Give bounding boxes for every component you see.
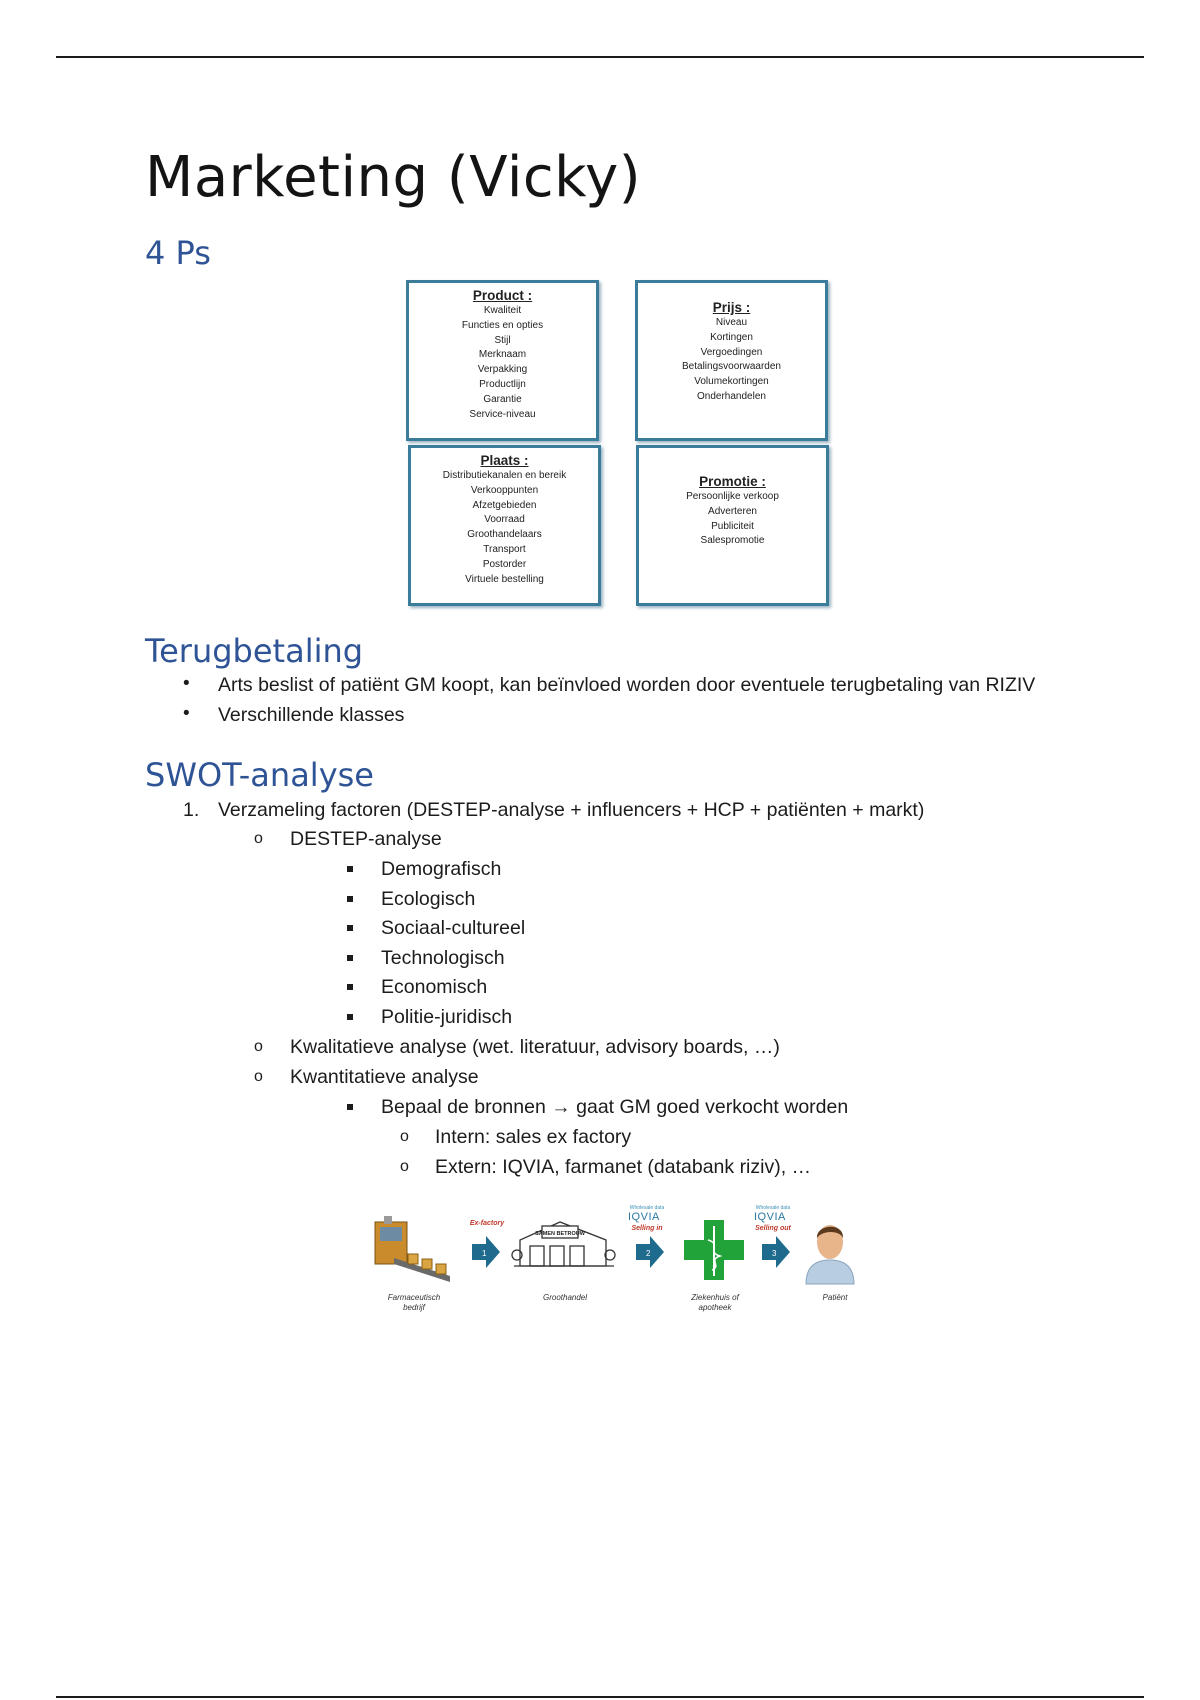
box-item: Salespromotie [700,535,765,547]
square-marker [347,984,353,990]
page-title: Marketing (Vicky) [145,145,642,210]
list-item: Ecologisch [381,888,476,910]
box-plaats-title: Plaats : [480,453,529,468]
flow-arrow-1 [472,1236,500,1268]
box-promotie-title: Promotie : [699,474,766,489]
box-product-title: Product : [472,288,533,303]
box-item: Betalingsvoorwaarden [682,361,781,373]
warehouse-sign: SAMEN BETROUW [535,1231,585,1237]
square-marker [347,1104,353,1110]
box-item: Verkooppunten [470,484,539,496]
list-item: Kwantitatieve analyse [290,1066,479,1088]
node-label: Ziekenhuis of apotheek [691,1293,739,1312]
list-item: Arts beslist of patiënt GM koopt, kan beïnvloed worden door eventuele terugbetaling van RIZIV [218,674,1036,696]
tag-ex-factory: Ex-factory [469,1220,505,1227]
box-item: Garantie [483,393,522,405]
box-item: Volumekortingen [694,376,769,388]
list-item: Verschillende klasses [218,704,405,726]
box-item: Service-niveau [469,408,536,420]
box-item: Publiciteit [711,520,754,532]
iqvia-caption: Wholesale data [629,1205,665,1211]
circle-marker: o [254,830,263,847]
list-item: Intern: sales ex factory [435,1126,632,1148]
square-marker [347,925,353,931]
heading-swot: SWOT-analyse [145,756,374,794]
list-item: Politie-juridisch [381,1006,513,1028]
box-item: Adverteren [708,505,757,517]
heading-4ps: 4 Ps [145,234,211,272]
box-item: Stijl [494,334,511,346]
warehouse-icon [512,1222,615,1266]
box-item: Afzetgebieden [472,499,537,511]
arrow-number: 1 [482,1249,487,1258]
box-item: Productlijn [479,378,526,390]
box-item: Distributiekanalen en bereik [442,470,567,481]
list-item: Sociaal-cultureel [381,917,526,939]
circle-marker: o [400,1128,409,1145]
list-item: Demografisch [381,858,502,880]
box-item: Vergoedingen [700,346,763,358]
list-item: Kwalitatieve analyse (wet. literatuur, advisory boards, …) [290,1036,780,1058]
list-item: Economisch [381,976,488,998]
box-product [406,280,599,441]
box-item: Verpakking [477,364,528,376]
square-marker [347,955,353,961]
patient-icon [806,1225,854,1284]
list-item: Extern: IQVIA, farmanet (databank riziv), … [435,1156,812,1178]
box-item: Virtuele bestelling [465,573,544,585]
box-plaats [408,445,601,606]
box-item: Niveau [715,317,748,328]
top-rule [56,56,1144,58]
box-item: Kortingen [710,331,753,343]
iqvia-logo-1: IQVIA [628,1211,660,1223]
flow-arrow-2 [636,1236,664,1268]
box-promotie [636,445,829,606]
square-marker [347,866,353,872]
box-item: Groothandelaars [467,529,542,541]
circle-marker: o [254,1038,263,1055]
arrow-number: 3 [772,1249,777,1258]
tag-selling-out: Selling out [755,1225,791,1232]
arrow-number: 2 [646,1249,651,1258]
tag-selling-in: Selling in [631,1225,663,1232]
factory-icon [375,1216,450,1282]
box-prijs [635,280,828,441]
box-item: Persoonlijke verkoop [686,491,779,502]
list-item: DESTEP-analyse [290,828,442,850]
node-label: Patiënt [822,1293,848,1302]
list-number: 1. [183,799,200,821]
bottom-rule [56,1696,1144,1698]
circle-marker: o [400,1158,409,1175]
list-item: Bepaal de bronnen → gaat GM goed verkocht worden [381,1096,849,1118]
iqvia-caption: Wholesale data [755,1205,791,1211]
bullet-marker: • [183,673,190,694]
box-prijs-title: Prijs : [712,300,751,315]
box-item: Onderhandelen [697,390,766,402]
list-item: Verzameling factoren (DESTEP-analyse + influencers + HCP + patiënten + markt) [218,799,925,821]
iqvia-logo-2: IQVIA [754,1211,786,1223]
box-item: Kwaliteit [483,305,522,316]
node-label: Farmaceutisch bedrijf [387,1293,441,1312]
heading-terugbetaling: Terugbetaling [145,632,364,670]
square-marker [347,896,353,902]
box-item: Transport [483,543,526,555]
pharmacy-cross-icon [684,1220,744,1280]
node-label: Groothandel [542,1293,588,1302]
circle-marker: o [254,1068,263,1085]
box-item: Postorder [482,558,527,570]
bullet-marker: • [183,703,190,724]
box-item: Merknaam [478,349,527,361]
square-marker [347,1014,353,1020]
box-item: Voorraad [484,514,525,526]
flow-arrow-3 [762,1236,790,1268]
list-item: Technologisch [381,947,505,969]
box-item: Functies en opties [461,319,544,331]
